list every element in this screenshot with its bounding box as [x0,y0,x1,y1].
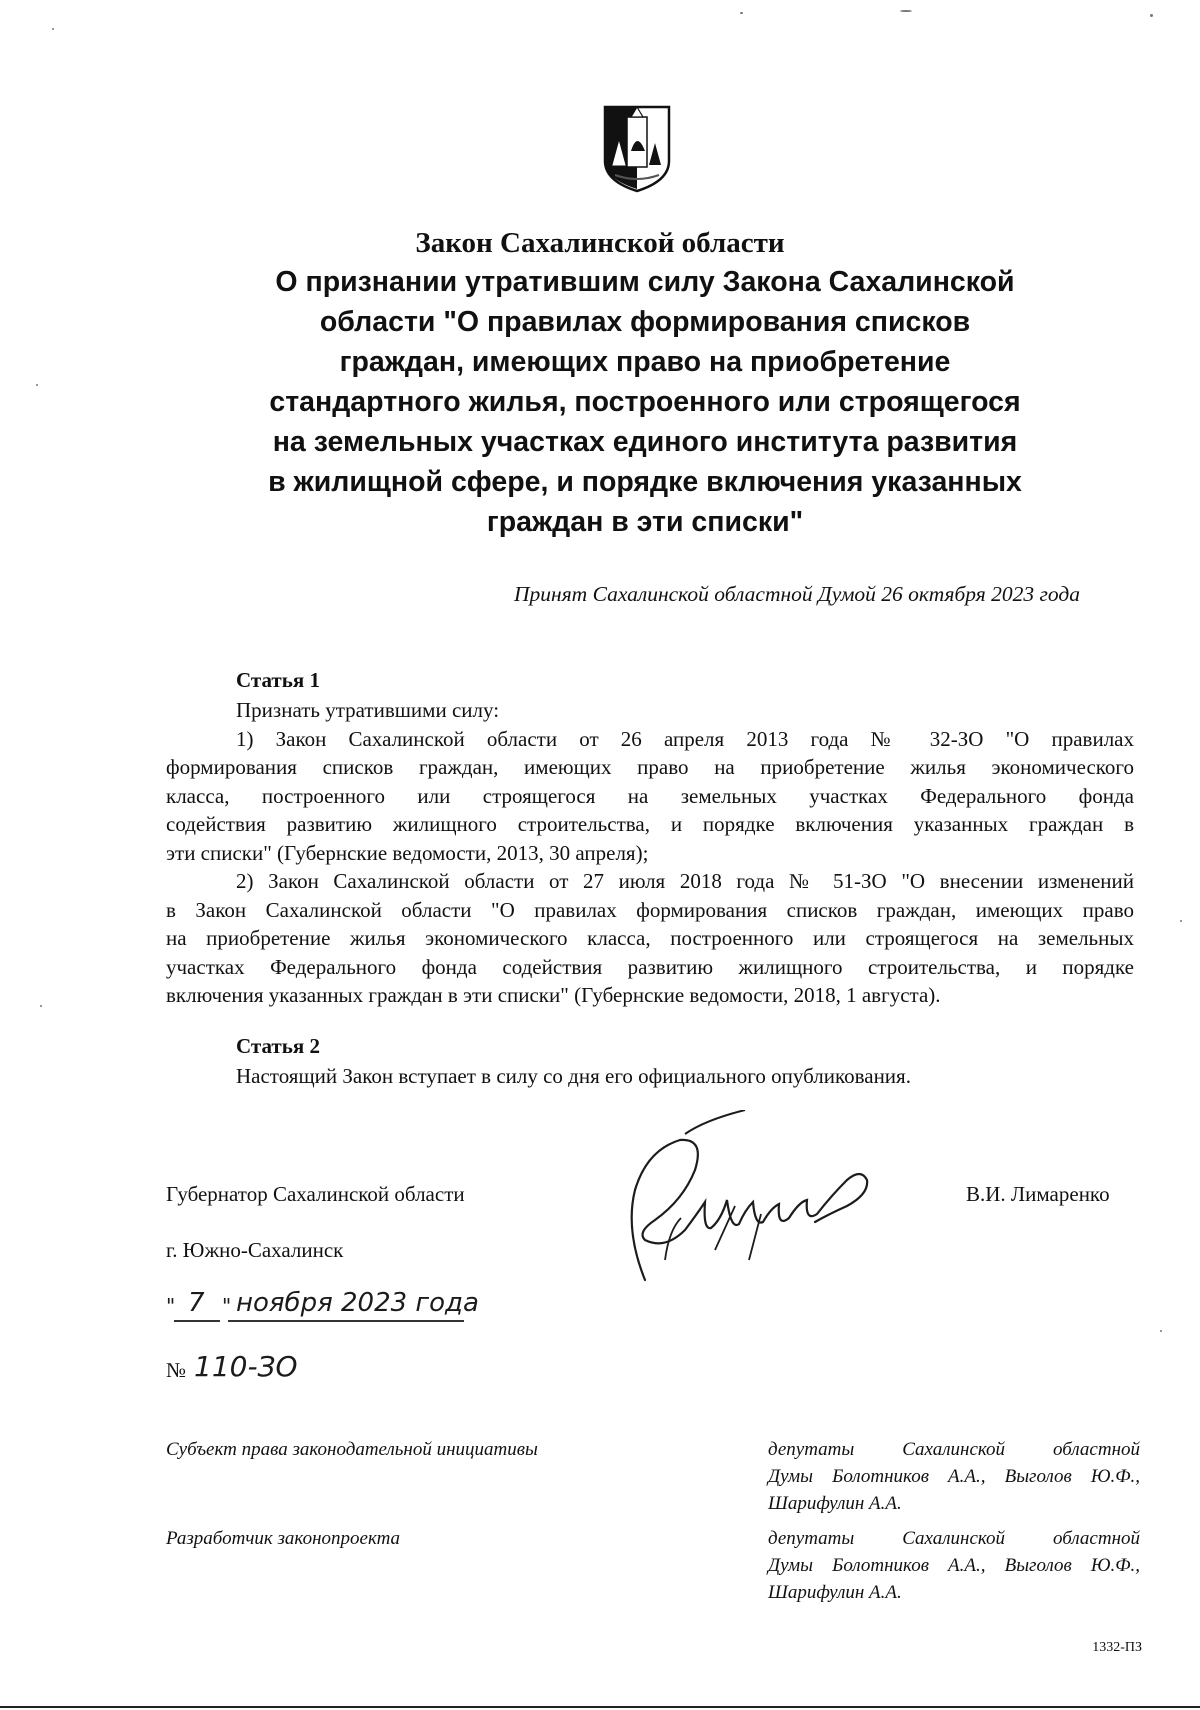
developer-authors [768,1525,1140,1606]
adoption-note: Принят Сахалинской областной Думой 26 октября 2023 года [514,582,1080,606]
law-title-line: граждан в эти списки" [486,506,804,538]
signing-date [166,1288,566,1328]
law-title-line: стандартного жилья, построенного или строящегося [269,386,1021,418]
scan-speck [1160,1330,1162,1332]
document-code: 1332-ПЗ [1092,1640,1142,1655]
article-1-item-2-line: включения указанных граждан в эти списки" (Губернские ведомости, 2018, 1 августа). [166,983,941,1007]
article-2-title: Статья 2 [236,1034,320,1058]
article-1-item-1-line: эти списки" (Губернские ведомости, 2013, 30 апреля); [166,840,649,865]
article-1-item-1-line: 1) Закон Сахалинской области от 26 апреля 2013 года № 32-ЗО "О правилах [236,726,1134,751]
law-title-line: О признании утратившим силу Закона Сахалинской [275,266,1015,298]
date-quote-open: " [166,1294,176,1318]
initiative-line: Шарифулин А.А. [768,1493,902,1514]
scan-speck [1180,920,1182,922]
scan-speck [740,12,743,14]
article-1-item-2-line: участках Федерального фонда содействия развитию жилищного строительства, и порядке [166,954,1134,979]
initiative-authors [768,1436,1140,1517]
law-number-value: 110-ЗО [194,1350,298,1383]
article-1-intro: Признать утратившими силу: [236,698,500,722]
article-1-item-1-line: формирования списков граждан, имеющих право на приобретение жилья экономического [166,755,1134,779]
coat-of-arms-emblem [601,103,673,193]
developer-line: Шарифулин А.А. [768,1582,902,1603]
initiative-line: депутаты Сахалинской областной [768,1439,1140,1460]
developer-line: Думы Болотников А.А., Выголов Ю.Ф., [768,1555,1140,1576]
scan-speck [40,1005,42,1007]
article-1-item-1-line: содействия развитию жилищного строительства, и порядке включения указанных граждан в [166,812,1134,836]
governor-name: В.И. Лимаренко [966,1182,1110,1206]
developer-label: Разработчик законопроекта [166,1528,401,1549]
date-underline [174,1320,220,1322]
date-quote-close: " [222,1294,232,1318]
law-title-line: на земельных участках единого института развития [272,426,1018,458]
scan-speck [1150,14,1153,17]
governor-position: Губернатор Сахалинской области [166,1182,465,1206]
law-title [215,262,1075,542]
scan-speck [52,28,54,30]
article-1-item-2-line: на приобретение жилья экономического класса, построенного или строящегося на земельных [166,926,1134,950]
article-1-body [166,696,1134,1010]
scan-edge-line [0,1706,1200,1708]
developer-line: депутаты Сахалинской областной [768,1528,1140,1549]
law-title-line: области "О правилах формирования списков [319,306,971,338]
handwritten-signature [585,1110,895,1290]
article-2-body [166,1062,1134,1091]
article-1-item-2-line: в Закон Сахалинской области "О правилах формирования списков граждан, имеющих право [166,897,1134,922]
signing-city: г. Южно-Сахалинск [166,1238,344,1262]
scan-speck [36,384,38,386]
law-heading: Закон Сахалинской области [415,227,785,259]
article-1-item-1-line: класса, построенного или строящегося на земельных участках Федерального фонда [166,783,1134,808]
date-day: 7 [188,1288,205,1318]
date-month-year: ноября 2023 года [236,1288,479,1318]
date-underline [228,1320,464,1322]
scan-speck [900,10,912,12]
law-number [166,1350,366,1390]
article-2-text: Настоящий Закон вступает в силу со дня его официального опубликования. [236,1064,911,1088]
law-number-prefix: № [166,1358,187,1382]
initiative-line: Думы Болотников А.А., Выголов Ю.Ф., [768,1466,1140,1487]
initiative-label: Субъект права законодательной инициативы [166,1439,538,1460]
law-title-line: граждан, имеющих право на приобретение [339,346,951,378]
article-1-item-2-line: 2) Закон Сахалинской области от 27 июля 2018 года № 51-ЗО "О внесении изменений [236,869,1134,893]
article-1-title: Статья 1 [236,668,320,692]
law-title-line: в жилищной сфере, и порядке включения указанных [268,466,1022,498]
